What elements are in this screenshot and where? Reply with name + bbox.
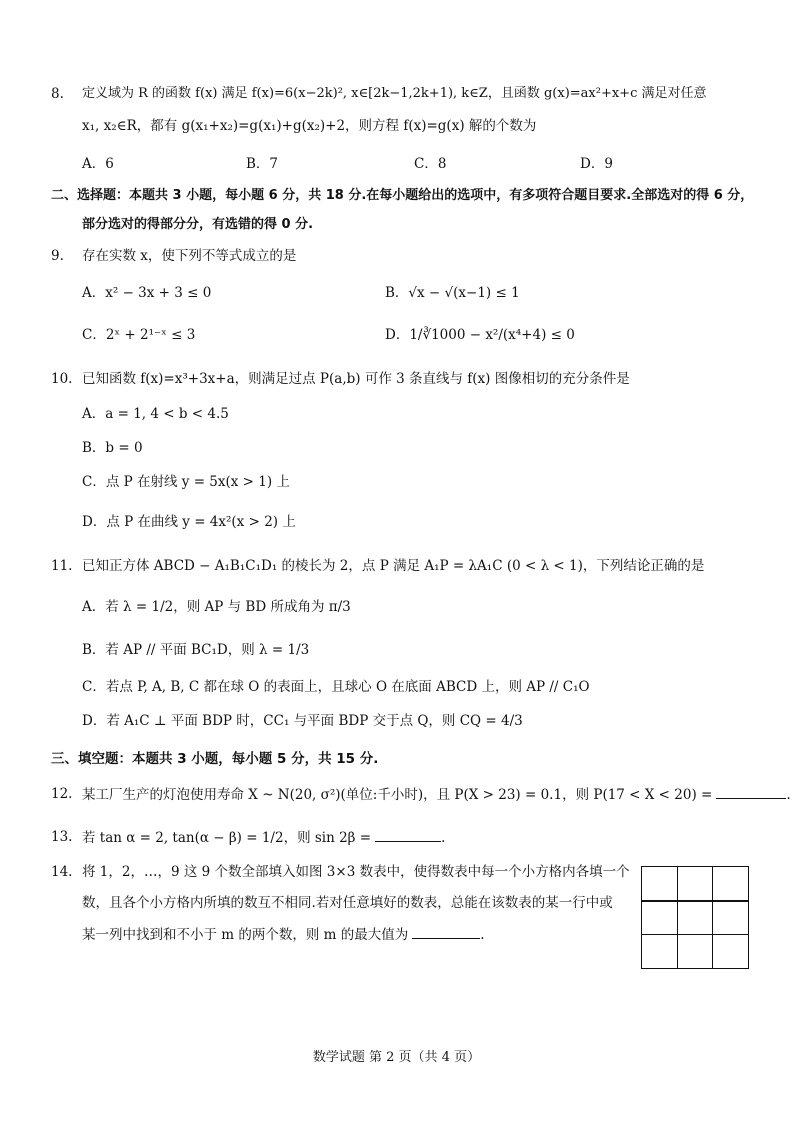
- q13-answer-blank[interactable]: [375, 827, 441, 842]
- q9-stem: 存在实数 x，使下列不等式成立的是: [82, 248, 297, 264]
- q14-number: 14.: [51, 864, 73, 880]
- q13-tail: .: [441, 830, 446, 846]
- q14-stem-text: 某一列中找到和不小于 m 的两个数，则 m 的最大值为: [82, 927, 409, 943]
- q9-number: 9.: [51, 248, 64, 264]
- q14-answer-blank[interactable]: [412, 924, 480, 939]
- q8-option-a: A．6: [82, 156, 114, 172]
- q10-stem: 已知函数 f(x)=x³+3x+a，则满足过点 P(a,b) 可作 3 条直线与 f(x) 图像相切的充分条件是: [82, 371, 630, 387]
- q9-option-b: B．√x − √(x−1) ≤ 1: [385, 285, 520, 301]
- q11-option-c: C．若点 P, A, B, C 都在球 O 的表面上，且球心 O 在底面 ABCD 上，则 AP // C₁O: [82, 679, 590, 695]
- q11-option-d: D．若 A₁C ⊥ 平面 BDP 时，CC₁ 与平面 BDP 交于点 Q，则 CQ = 4/3: [82, 713, 523, 729]
- q10-option-a: A．a = 1, 4 < b < 4.5: [82, 406, 229, 422]
- q11-option-b: B．若 AP // 平面 BC₁D，则 λ = 1/3: [82, 642, 310, 658]
- q14-tail: .: [480, 927, 485, 943]
- section3-heading: 三、填空题：本题共 3 小题，每小题 5 分，共 15 分.: [51, 751, 379, 767]
- q9-option-d: D．1/∛1000 − x²/(x⁴+4) ≤ 0: [385, 327, 575, 343]
- q9-option-a: A．x² − 3x + 3 ≤ 0: [82, 285, 212, 301]
- q9-option-c: C．2ˣ + 2¹⁻ˣ ≤ 3: [82, 327, 196, 343]
- section2-heading-line2: 部分选对的得部分分，有选错的得 0 分.: [82, 217, 314, 232]
- q10-option-b: B．b = 0: [82, 440, 143, 456]
- page-footer: 数学试题 第 2 页（共 4 页）: [312, 1050, 481, 1065]
- q8-stem-line2: x₁, x₂∈R，都有 g(x₁+x₂)=g(x₁)+g(x₂)+2，则方程 f(x)=g(x) 解的个数为: [82, 118, 537, 134]
- q12-stem-text: 某工厂生产的灯泡使用寿命 X ~ N(20, σ²)(单位:千小时)，且 P(X > 23) = 0.1，则 P(17 < X < 20) =: [82, 787, 713, 803]
- q8-option-b: B．7: [246, 156, 279, 172]
- section2-heading: 二、选择题：本题共 3 小题，每小题 6 分，共 18 分.在每小题给出的选项中，有多项符合题目要求.全部选对的得 6 分，: [51, 188, 754, 203]
- q14-stem-line2: 数，且各个小方格内所填的数互不相同.若对任意填好的数表，总能在该数表的某一行中或: [82, 895, 613, 911]
- three-by-three-grid-figure: [641, 866, 749, 969]
- q13-stem: [82, 827, 445, 848]
- q13-number: 13.: [51, 829, 73, 845]
- q10-number: 10.: [51, 371, 73, 387]
- q13-stem-text: 若 tan α = 2, tan(α − β) = 1/2，则 sin 2β =: [82, 830, 372, 846]
- q12-stem: [82, 784, 791, 805]
- q14-stem-line1: 将 1，2，…，9 这 9 个数全部填入如图 3×3 数表中，使得数表中每一个小方格内各填一个: [82, 864, 630, 880]
- q14-stem-line3: [82, 924, 485, 945]
- q12-answer-blank[interactable]: [716, 784, 786, 799]
- q11-number: 11.: [51, 558, 73, 574]
- q11-option-a: A．若 λ = 1/2，则 AP 与 BD 所成角为 π/3: [82, 599, 351, 615]
- q8-stem-line1: 定义域为 R 的函数 f(x) 满足 f(x)=6(x−2k)², x∈[2k−1,2k+1), k∈Z，且函数 g(x)=ax²+x+c 满足对任意: [82, 86, 707, 101]
- q10-option-c: C．点 P 在射线 y = 5x(x > 1) 上: [82, 474, 290, 490]
- q12-number: 12.: [51, 786, 73, 802]
- q11-stem: 已知正方体 ABCD − A₁B₁C₁D₁ 的棱长为 2，点 P 满足 A₁P = λA₁C (0 < λ < 1)，下列结论正确的是: [82, 558, 705, 574]
- q12-tail: .: [786, 787, 791, 803]
- q8-option-c: C．8: [414, 156, 447, 172]
- q8-option-d: D．9: [580, 156, 613, 172]
- q10-option-d: D．点 P 在曲线 y = 4x²(x > 2) 上: [82, 514, 296, 530]
- q8-number: 8.: [51, 86, 64, 102]
